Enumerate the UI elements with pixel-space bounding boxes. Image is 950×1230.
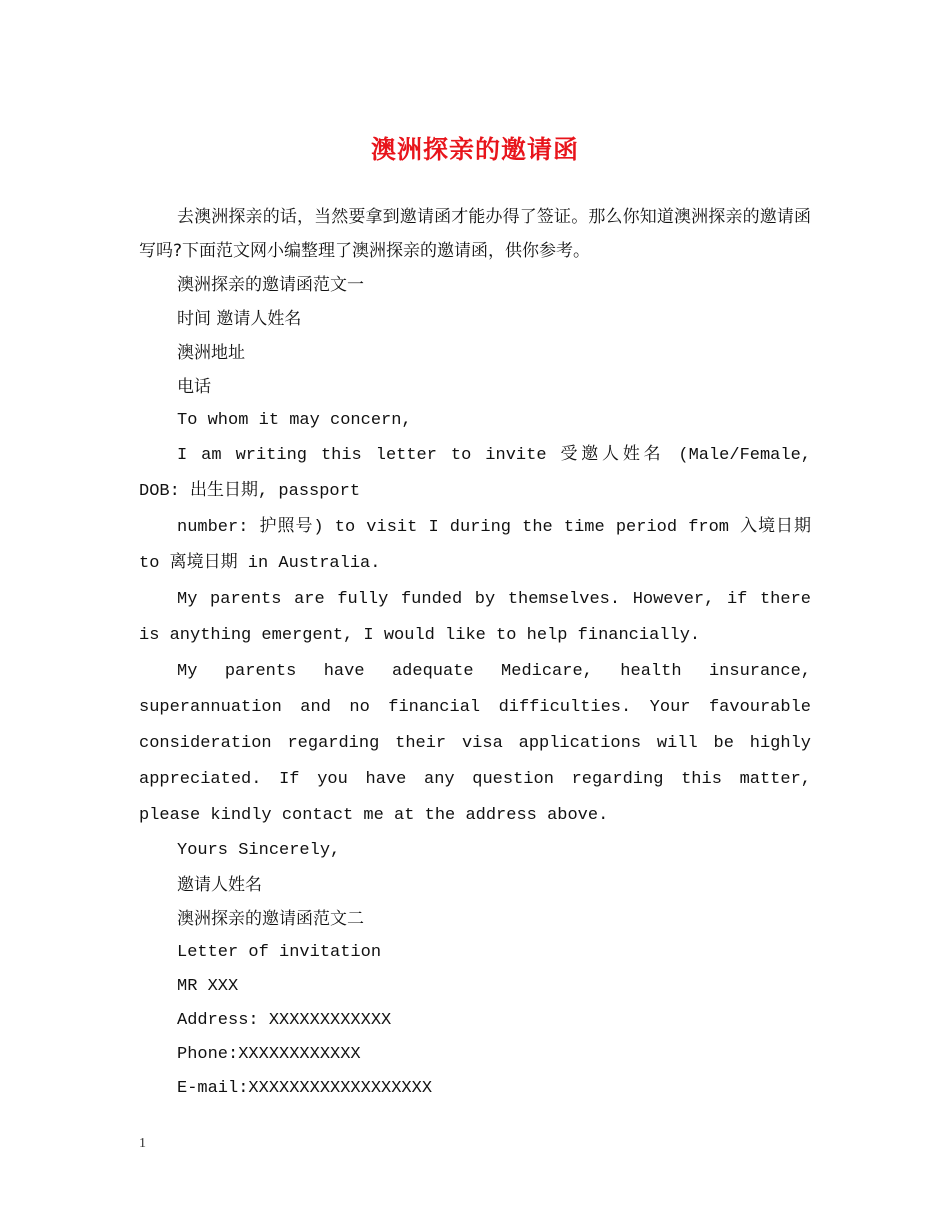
recipient-phone: Phone:XXXXXXXXXXXX: [177, 1045, 361, 1064]
recipient-name: MR XXX: [177, 977, 239, 996]
address-line: 澳洲地址: [177, 343, 245, 363]
intro-paragraph: 去澳洲探亲的话，当然要拿到邀请函才能办得了签证。那么你知道澳洲探亲的邀请函写吗?下面范文网小编整理了澳洲探亲的邀请函，供你参考。: [139, 207, 811, 261]
funding-paragraph: My parents are fully funded by themselves. However, if there is anything emergent, I would like to help financially.: [139, 590, 811, 645]
insurance-paragraph: My parents have adequate Medicare, health insurance, superannuation and no financial difficulties. Your favourable consideration regarding their visa applications will be highly appreciated. If you have any question regarding this matter, please kindly contact me at the address above.: [139, 662, 811, 825]
recipient-email: E-mail:XXXXXXXXXXXXXXXXXX: [177, 1079, 433, 1098]
invitation-paragraph: I am writing this letter to invite 受邀人姓名 (Male/Female, DOB: 出生日期, passport: [139, 446, 811, 501]
salutation: To whom it may concern,: [177, 411, 412, 430]
sample-two-heading: 澳洲探亲的邀请函范文二: [177, 909, 364, 929]
passport-paragraph: number: 护照号) to visit I during the time period from 入境日期 to 离境日期 in Australia.: [139, 518, 811, 573]
recipient-address: Address: XXXXXXXXXXXX: [177, 1011, 392, 1030]
document-title: 澳洲探亲的邀请函: [370, 135, 579, 164]
sample-one-heading: 澳洲探亲的邀请函范文一: [177, 275, 364, 295]
date-and-inviter-line: 时间 邀请人姓名: [177, 309, 302, 329]
phone-line: 电话: [177, 377, 211, 397]
letter-heading: Letter of invitation: [177, 943, 382, 962]
closing-line: Yours Sincerely,: [177, 841, 341, 860]
document-body: [139, 200, 811, 1106]
signature-name: 邀请人姓名: [177, 875, 262, 895]
page-number: 1: [139, 1136, 146, 1151]
